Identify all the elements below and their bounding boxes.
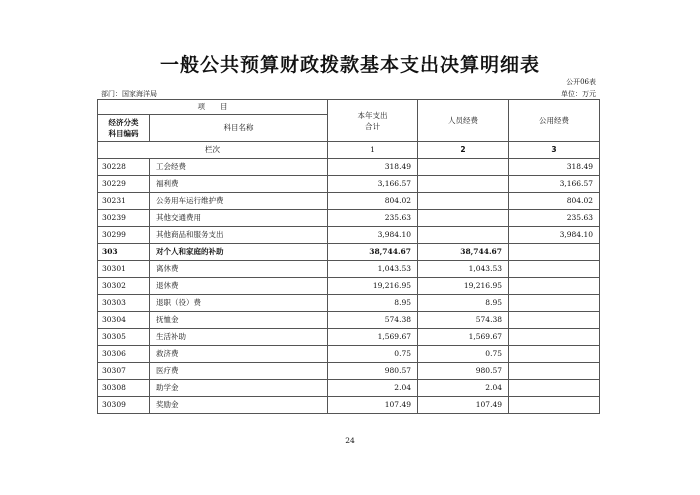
row-personnel xyxy=(418,159,509,176)
row-total: 0.75 xyxy=(328,346,418,363)
table-row xyxy=(98,329,600,346)
header-public: 公用经费 xyxy=(509,100,600,142)
row-code: 303 xyxy=(98,244,150,261)
row-code: 30307 xyxy=(98,363,150,380)
row-code: 30303 xyxy=(98,295,150,312)
table-row xyxy=(98,244,600,261)
row-total: 19,216.95 xyxy=(328,278,418,295)
row-total: 318.49 xyxy=(328,159,418,176)
row-public xyxy=(509,380,600,397)
row-personnel: 980.57 xyxy=(418,363,509,380)
row-name: 工会经费 xyxy=(150,159,328,176)
header-econ-class: 经济分类 科目编码 xyxy=(98,115,150,142)
row-total: 1,043.53 xyxy=(328,261,418,278)
row-total: 804.02 xyxy=(328,193,418,210)
table-row xyxy=(98,159,600,176)
row-name: 退职（役）费 xyxy=(150,295,328,312)
row-name: 救济费 xyxy=(150,346,328,363)
row-total: 8.95 xyxy=(328,295,418,312)
row-personnel xyxy=(418,193,509,210)
header-subject-name: 科目名称 xyxy=(150,115,328,142)
row-name: 对个人和家庭的补助 xyxy=(150,244,328,261)
row-code: 30309 xyxy=(98,397,150,414)
row-name: 其他商品和服务支出 xyxy=(150,227,328,244)
row-public xyxy=(509,329,600,346)
row-public: 3,984.10 xyxy=(509,227,600,244)
row-code: 30301 xyxy=(98,261,150,278)
row-name: 生活补助 xyxy=(150,329,328,346)
table-row xyxy=(98,397,600,414)
table-row xyxy=(98,210,600,227)
row-personnel xyxy=(418,227,509,244)
row-personnel xyxy=(418,176,509,193)
row-personnel: 574.38 xyxy=(418,312,509,329)
table-row xyxy=(98,380,600,397)
row-code: 30304 xyxy=(98,312,150,329)
table-row xyxy=(98,278,600,295)
row-public xyxy=(509,295,600,312)
header-col1: 1 xyxy=(328,142,418,159)
row-name: 退休费 xyxy=(150,278,328,295)
row-code: 30231 xyxy=(98,193,150,210)
row-public xyxy=(509,278,600,295)
row-total: 235.63 xyxy=(328,210,418,227)
row-personnel: 19,216.95 xyxy=(418,278,509,295)
row-code: 30305 xyxy=(98,329,150,346)
row-total: 574.38 xyxy=(328,312,418,329)
row-personnel xyxy=(418,210,509,227)
page-title: 一般公共预算财政拨款基本支出决算明细表 xyxy=(159,54,540,76)
row-name: 奖励金 xyxy=(150,397,328,414)
row-name: 其他交通费用 xyxy=(150,210,328,227)
row-personnel: 2.04 xyxy=(418,380,509,397)
row-public: 804.02 xyxy=(509,193,600,210)
header-total: 本年支出 合计 xyxy=(328,100,418,142)
row-total: 3,166.57 xyxy=(328,176,418,193)
row-public: 3,166.57 xyxy=(509,176,600,193)
row-public xyxy=(509,346,600,363)
row-name: 公务用车运行维护费 xyxy=(150,193,328,210)
row-total: 38,744.67 xyxy=(328,244,418,261)
row-public xyxy=(509,312,600,329)
row-code: 30308 xyxy=(98,380,150,397)
row-code: 30299 xyxy=(98,227,150,244)
form-number: 公开06表 xyxy=(566,78,596,86)
table-row xyxy=(98,261,600,278)
row-personnel: 1,569.67 xyxy=(418,329,509,346)
table-row xyxy=(98,346,600,363)
row-public xyxy=(509,261,600,278)
row-total: 3,984.10 xyxy=(328,227,418,244)
row-public xyxy=(509,363,600,380)
header-col3: 3 xyxy=(509,142,600,159)
row-name: 助学金 xyxy=(150,380,328,397)
row-name: 福利费 xyxy=(150,176,328,193)
table-row xyxy=(98,193,600,210)
row-public: 318.49 xyxy=(509,159,600,176)
header-item: 项 目 xyxy=(98,100,328,115)
expenditure-table xyxy=(97,99,600,414)
row-public xyxy=(509,397,600,414)
table-row xyxy=(98,312,600,329)
row-total: 2.04 xyxy=(328,380,418,397)
row-personnel: 8.95 xyxy=(418,295,509,312)
row-personnel: 1,043.53 xyxy=(418,261,509,278)
table-row xyxy=(98,176,600,193)
page-number: 24 xyxy=(345,436,355,445)
table-row xyxy=(98,295,600,312)
row-personnel: 107.49 xyxy=(418,397,509,414)
header-personnel: 人员经费 xyxy=(418,100,509,142)
row-name: 医疗费 xyxy=(150,363,328,380)
table-row xyxy=(98,363,600,380)
header-col2: 2 xyxy=(418,142,509,159)
unit-label: 单位：万元 xyxy=(561,90,596,98)
row-name: 离休费 xyxy=(150,261,328,278)
row-code: 30302 xyxy=(98,278,150,295)
row-personnel: 0.75 xyxy=(418,346,509,363)
row-total: 107.49 xyxy=(328,397,418,414)
row-public xyxy=(509,244,600,261)
header-row-no: 栏次 xyxy=(98,142,328,159)
row-code: 30306 xyxy=(98,346,150,363)
row-name: 抚恤金 xyxy=(150,312,328,329)
row-personnel: 38,744.67 xyxy=(418,244,509,261)
department-label: 部门：国家海洋局 xyxy=(101,90,157,98)
table-row xyxy=(98,227,600,244)
row-code: 30228 xyxy=(98,159,150,176)
row-code: 30239 xyxy=(98,210,150,227)
row-code: 30229 xyxy=(98,176,150,193)
row-total: 980.57 xyxy=(328,363,418,380)
row-public: 235.63 xyxy=(509,210,600,227)
row-total: 1,569.67 xyxy=(328,329,418,346)
